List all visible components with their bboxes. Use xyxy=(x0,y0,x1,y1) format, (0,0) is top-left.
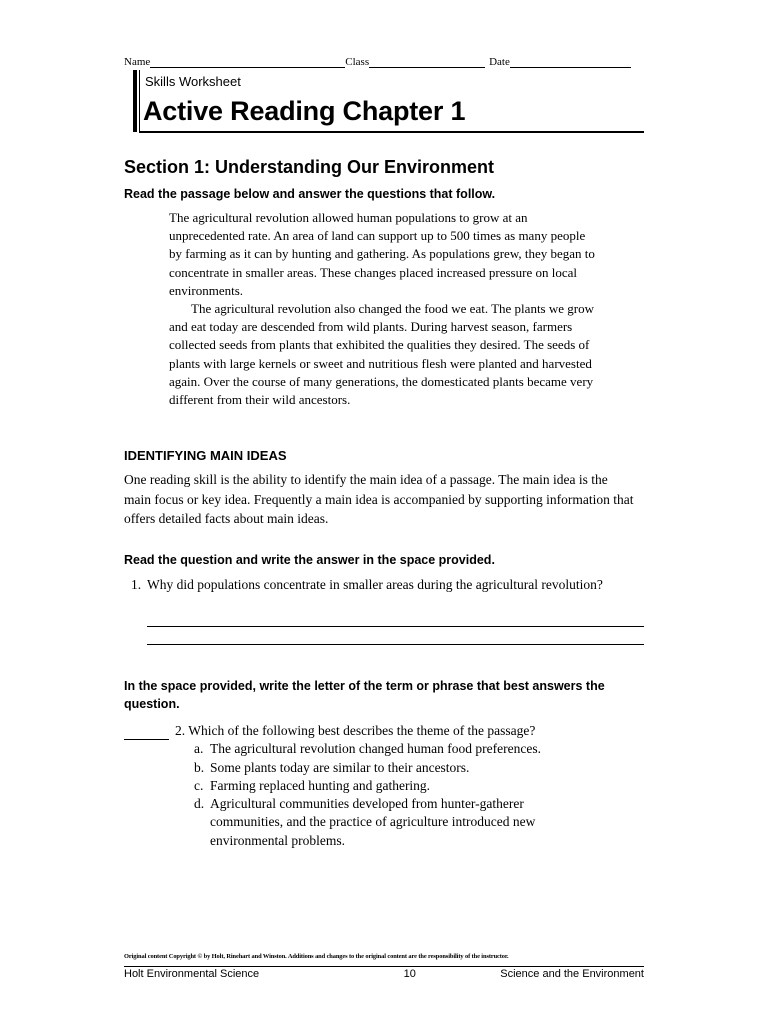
option-text: Farming replaced hunting and gathering. xyxy=(210,777,431,793)
class-field[interactable] xyxy=(369,55,485,68)
option-b xyxy=(194,759,644,777)
title-rule xyxy=(139,131,644,133)
page-footer xyxy=(124,968,644,980)
class-label: Class xyxy=(345,56,370,68)
title-bar-thick xyxy=(133,70,137,132)
page-number: 10 xyxy=(403,968,416,980)
date-field[interactable] xyxy=(510,55,631,68)
option-letter: c. xyxy=(194,777,204,793)
section-title: Section 1: Understanding Our Environment xyxy=(124,157,495,177)
passage-instruction: Read the passage below and answer the questions that follow. xyxy=(124,187,496,201)
name-label: Name xyxy=(124,56,151,68)
option-c xyxy=(194,777,644,795)
answer-options xyxy=(194,740,644,850)
option-text: The agricultural revolution changed human food preferences. xyxy=(210,741,541,757)
name-field[interactable] xyxy=(150,55,345,68)
title-bar-thin xyxy=(139,70,140,132)
worksheet-kicker: Skills Worksheet xyxy=(145,74,241,89)
page-title: Active Reading Chapter 1 xyxy=(143,96,466,126)
option-letter: a. xyxy=(194,741,204,757)
passage-paragraph-2: The agricultural revolution also changed the food we eat. The plants we grow and eat today are descended from wild plants. During harvest season, farmers collected seeds from plants that exhibited the qualities they desired. The seeds of plants with large kernels or sweet and nutritious flesh were planted and harvested again. Over the course of many generations, the domesticated plants became very different from their wild ancestors. xyxy=(169,301,594,408)
passage-paragraph-1: The agricultural revolution allowed human populations to grow at an unprecedented rate. An area of land can support up to 500 times as many people by farming as it can by hunting and gathering. As populations grew, they began to concentrate in smaller areas. These changes placed increased pressure on local environments. xyxy=(169,210,595,298)
copyright-notice: Original content Copyright © by Holt, Rinehart and Winston. Additions and changes to the original content are the responsibility of the instructor. xyxy=(124,953,509,960)
option-d xyxy=(194,795,644,850)
question-2-stem xyxy=(175,722,645,740)
footer-book-title: Holt Environmental Science xyxy=(124,968,260,980)
question-2 xyxy=(124,722,644,848)
option-a xyxy=(194,740,644,758)
question2-instruction: In the space provided, write the letter of the term or phrase that best answers the question. xyxy=(124,679,605,711)
footer-chapter-title: Science and the Environment xyxy=(500,968,644,980)
answer-line-2[interactable] xyxy=(147,644,644,645)
option-text: Some plants today are similar to their ancestors. xyxy=(210,759,470,775)
question-2-text: Which of the following best describes the theme of the passage? xyxy=(188,723,536,738)
option-letter: b. xyxy=(194,759,205,775)
date-label: Date xyxy=(489,56,510,68)
question-1 xyxy=(131,575,641,594)
skill-heading: IDENTIFYING MAIN IDEAS xyxy=(124,448,287,463)
question-1-number: 1. xyxy=(131,577,142,592)
question1-instruction: Read the question and write the answer in the space provided. xyxy=(124,553,495,567)
footer-rule xyxy=(124,966,644,967)
option-text: Agricultural communities developed from hunter-gatherer communities, and the practice of agriculture introduced new environmental problems. xyxy=(210,796,536,848)
answer-line-1[interactable] xyxy=(147,626,644,627)
question-2-number: 2. xyxy=(175,723,186,738)
answer-blank[interactable] xyxy=(124,725,169,740)
name-class-date-row xyxy=(124,52,644,68)
reading-passage xyxy=(169,209,599,409)
option-letter: d. xyxy=(194,796,205,812)
question-1-text: Why did populations concentrate in smaller areas during the agricultural revolution? xyxy=(147,577,603,592)
skill-description: One reading skill is the ability to identify the main idea of a passage. The main idea is the main focus or key idea. Frequently a main idea is accompanied by supporting information that offers detailed facts about main ideas. xyxy=(124,472,634,526)
